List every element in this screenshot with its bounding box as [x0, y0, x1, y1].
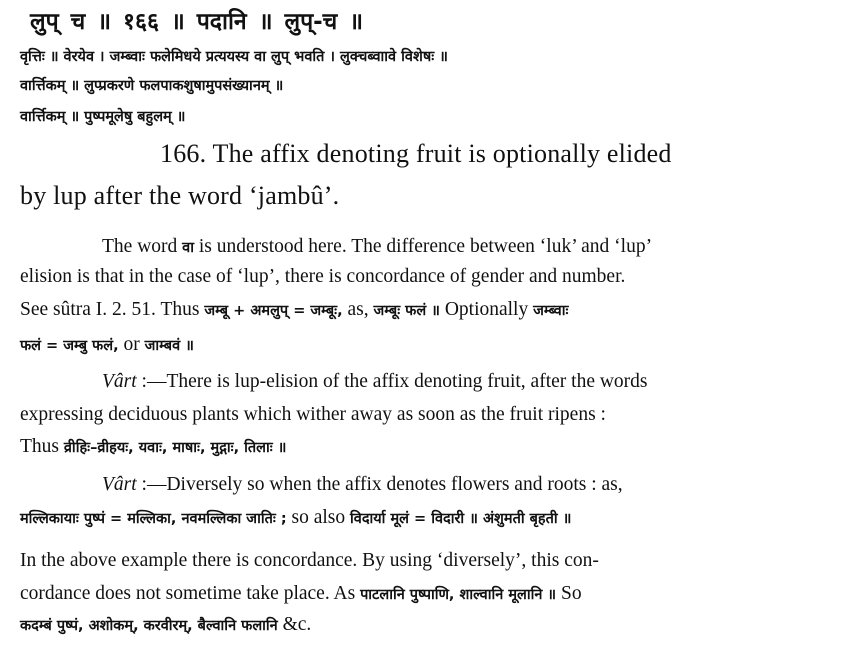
varttika-commentary-line	[102, 474, 623, 496]
sanskrit-run: फलं = जम्बु फलं,	[20, 338, 119, 354]
text-run: &c.	[277, 614, 312, 635]
commentary-line	[20, 334, 194, 356]
sutra-translation-line: by lup after the word ‘jambû’.	[20, 181, 340, 210]
commentary-line	[20, 614, 311, 636]
varttika-commentary-line	[102, 371, 648, 393]
sanskrit-run: जाम्बवं ॥	[144, 338, 194, 354]
sutra-heading: लुप् च ॥ १६६ ॥ पदानि ॥ लुप्-च ॥	[30, 9, 364, 35]
sanskrit-run: जम्बू + अमलुप् = जम्बूः,	[204, 303, 343, 319]
varttika-line: वार्त्तिकम् ॥ लुप्प्रकरणे फलपाकशुषामुपसंख्यानम् ॥	[20, 78, 284, 94]
commentary-line	[20, 436, 286, 458]
vritti-line: वृत्तिः ॥ वेरयेव । जम्ब्वाः फलेमिधये प्रत्ययस्य वा लुप् भवति । लुक्चब्वाावे विशेषः ॥	[20, 49, 448, 65]
vart-label: Vârt	[102, 474, 137, 495]
sanskrit-run: वा	[182, 240, 194, 256]
text-run: or	[118, 334, 145, 355]
text-run: So	[556, 583, 582, 604]
text-run: :—Diversely so when the affix denotes flowers and roots : as,	[136, 474, 623, 495]
sanskrit-run: जम्ब्वाः	[533, 303, 569, 319]
text-run: as,	[342, 299, 374, 320]
text-run: cordance does not sometime take place. As	[20, 583, 361, 604]
sutra-translation-line: 166. The affix denoting fruit is optionally elided	[160, 139, 672, 168]
commentary-line	[20, 583, 582, 605]
commentary-line	[20, 507, 571, 529]
varttika-line: वार्त्तिकम् ॥ पुष्पमूलेषु बहुलम् ॥	[20, 109, 186, 125]
text-run: is understood here. The difference between ‘luk’ and ‘lup’	[193, 236, 653, 257]
commentary-line: In the above example there is concordance. By using ‘diversely’, this con-	[20, 550, 599, 571]
sanskrit-run: जम्बूः फलं ॥	[373, 303, 440, 319]
sanskrit-run: कदम्बं पुष्पं, अशोकम्, करवीरम्, बैल्वानि फलानि	[20, 618, 278, 634]
sanskrit-run: व्रीहिः–व्रीहयः, यवाः, माषाः, मुद्गाः, तिलाः ॥	[63, 440, 287, 456]
text-run: so also	[286, 507, 350, 528]
text-run: Thus	[20, 436, 64, 457]
commentary-line	[102, 236, 652, 258]
commentary-line: expressing deciduous plants which wither away as soon as the fruit ripens :	[20, 404, 606, 425]
text-run: Optionally	[439, 299, 534, 320]
text-run: The word	[102, 236, 183, 257]
text-run: See sûtra I. 2. 51. Thus	[20, 299, 205, 320]
sanskrit-run: मल्लिकायाः पुष्पं = मल्लिका, नवमल्लिका जातिः ;	[20, 511, 287, 527]
commentary-line	[20, 299, 568, 321]
sanskrit-run: विदार्या मूलं = विदारी ॥ अंशुमती बृहती ॥	[350, 511, 572, 527]
commentary-line: elision is that in the case of ‘lup’, there is concordance of gender and number.	[20, 266, 626, 287]
sanskrit-run: पाटलानि पुष्पाणि, शाल्वानि मूलानि ॥	[360, 587, 557, 603]
text-run: :—There is lup-elision of the affix denoting fruit, after the words	[136, 371, 648, 392]
vart-label: Vârt	[102, 371, 137, 392]
